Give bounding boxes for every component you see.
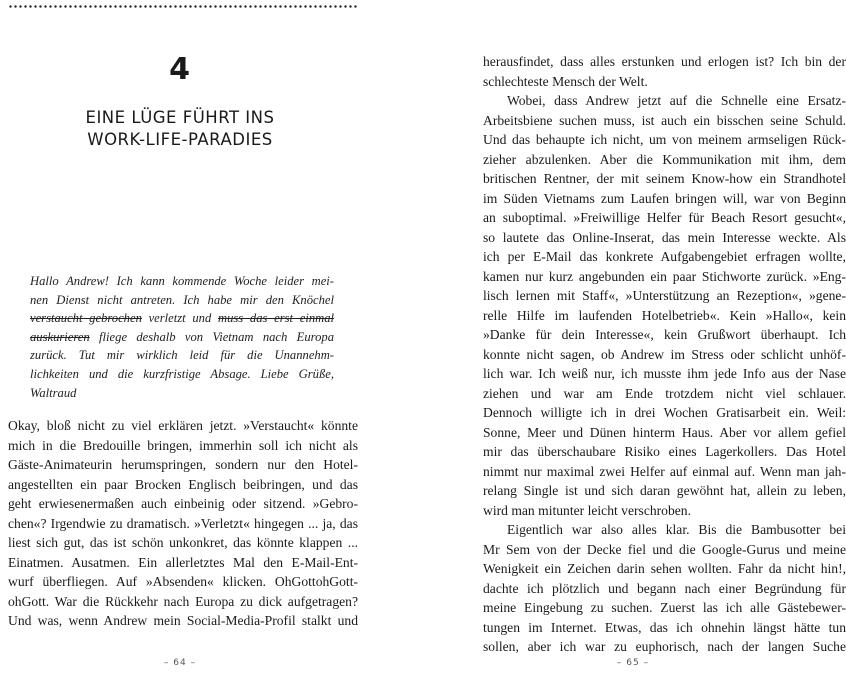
chapter-title-line: EINE LÜGE FÜHRT INS xyxy=(85,108,275,127)
text-line: Wenigkeit ein Zeichen darin sehen wollten. Fahr da nicht hin!, xyxy=(483,561,846,576)
text-line: nimmt nur maximal zwei Helfer auf einmal auf. Wenn man jah- xyxy=(483,463,846,479)
text-line: Einatmen. Ausatmen. Ein allerletztes Mal den E-Mail-Ent- xyxy=(8,554,358,570)
text-line: dachte ich plötzlich und begann nach einer Begründung für xyxy=(483,580,846,596)
text-line: lisch lernen mit Staff«, »Unterstützung an Rezeption«, »gene- xyxy=(483,288,846,303)
text-line: schlechteste Mensch der Welt. xyxy=(483,73,648,89)
text-line: an suboptimal. »Freiwillige Helfer für Beach Resort gesucht«, xyxy=(483,210,846,225)
text-line: sollen, aber ich war zu euphorisch, nach der langen Suche xyxy=(483,639,846,654)
text-line: Mr Sem von der Decke fiel und die Google-Gurus und meine xyxy=(483,541,846,557)
text-line: liest sich gut, das ist schön unkonkret, das könnte klappen ... xyxy=(8,535,358,550)
text-line: wird man mitunter leicht verschroben. xyxy=(483,502,691,518)
letter-line: zurück. Tut mir wirklich leid für die Unannehm- xyxy=(30,348,334,363)
text-line: so lautete das Online-Inserat, das mein Interesse weckte. Als xyxy=(483,229,846,245)
struck-text: auskurieren xyxy=(30,329,90,344)
text-line: herausfindet, dass alles erstunken und erlogen ist? Ich bin der xyxy=(483,54,846,69)
page-number-left: – 64 – xyxy=(163,658,197,668)
text-line: wurf überfliegen. Auf »Absenden« klicken. OhGottohGott- xyxy=(8,574,358,589)
text-line: meine Eingebung zu suchen. Zuerst las ich alle Gästebewer- xyxy=(483,600,846,615)
struck-text: muss das erst einmal xyxy=(218,311,335,326)
text-line: Und was, wenn Andrew mein Social-Media-Profil stalkt und xyxy=(8,613,358,628)
text-line: Sonne, Meer und Dünen hinterm Haus. Aber vor allem gefiel xyxy=(483,424,846,440)
left-body-text xyxy=(8,416,358,631)
text-line: lich war. Ich weiß nur, ich musste ihm jede Info aus der Nase xyxy=(483,366,846,381)
text-line: relle Hilfe im laufenden Hotelbetrieb«. Kein »Hallo«, kein xyxy=(483,307,846,323)
text-line: Dennoch willigte ich in drei Wochen Gratisarbeit ein. Weil: xyxy=(483,405,846,420)
chapter-title xyxy=(0,107,360,151)
page-number-right: – 65 – xyxy=(616,658,650,668)
text-line: »Danke für dein Interesse«, kein Grußwort überhaupt. Ich xyxy=(483,327,846,342)
text-line: zieher abzulenken. Aber die Kommunikation mit ihm, dem xyxy=(483,151,846,167)
text-line: konnte nicht sagen, ob Andrew im Stress oder schlicht unhöf- xyxy=(483,346,846,362)
text-line: ziehen und war am Ende trotzdem nicht viel schlauer. xyxy=(483,385,846,401)
chapter-title-line: WORK-LIFE-PARADIES xyxy=(87,130,273,149)
text-line: kamen nur kurz angebunden ein paar Stichworte zurück. »Eng- xyxy=(483,268,846,284)
text-line: geht erwiesenermaßen auch einbeinig oder sitzend. »Gebro- xyxy=(8,496,358,511)
letter-text: verletzt und xyxy=(141,311,218,326)
text-line: mir das überschaubare Risiko eines Lagerkollers. Das Hotel xyxy=(483,444,846,459)
chapter-number: 4 xyxy=(169,52,191,87)
text-line: ich per E-Mail das konkrete Aufgabengebiet erfragen wollte, xyxy=(483,249,846,264)
letter-line xyxy=(30,309,334,328)
right-body-text xyxy=(483,52,846,657)
text-line: Eigentlich war also alles klar. Bis die Bambusotter bei xyxy=(507,522,846,537)
text-line: Gäste-Animateurin herumspringen, sondern nur den Hotel- xyxy=(8,457,358,472)
text-line: tungen im Internet. Etwas, das ich ohnehin längst hätte tun xyxy=(483,619,846,635)
right-page xyxy=(423,0,846,676)
text-line: mich in die Bredouille bringen, immerhin soll ich nicht als xyxy=(8,437,358,453)
text-line: Arbeitsbiene suchen muss, ist auch ein bisschen seine Schuld. xyxy=(483,112,846,128)
letter-line: nen Dienst nicht antreten. Ich habe mir den Knöchel xyxy=(30,292,334,307)
text-line: Okay, bloß nicht zu viel erklären jetzt. »Verstaucht« könnte xyxy=(8,418,358,433)
letter-line: Waltraud xyxy=(30,385,77,400)
text-line: Wobei, dass Andrew jetzt auf die Schnelle eine Ersatz- xyxy=(507,93,846,108)
text-line: ohGott. War die Rückkehr nach Europa zu dick aufgetragen? xyxy=(8,593,358,609)
letter-line xyxy=(30,328,334,347)
text-line: Und das behaupte ich nicht, um von meinem armseligen Rück- xyxy=(483,132,846,147)
letter-text: fliege deshalb von Vietnam nach Europa xyxy=(89,329,334,344)
struck-text: verstaucht gebrochen xyxy=(30,311,142,326)
text-line: britischen Rentner, der mit seinem Know-how ein Strandhotel xyxy=(483,171,846,186)
text-line: relang Single ist und sich daran gewöhnt hat, allein zu leben, xyxy=(483,483,846,498)
text-line: im Süden Vietnams zum Laufen bringen will, war von Beginn xyxy=(483,190,846,206)
text-line: angestellten ein paar Brocken Englisch beibringen, und das xyxy=(8,476,358,492)
letter-line: Hallo Andrew! Ich kann kommende Woche leider mei- xyxy=(30,274,334,288)
letter-line: lichkeiten und die kurzfristige Absage. Liebe Grüße, xyxy=(30,366,334,381)
email-draft xyxy=(30,272,334,402)
text-line: chen«? Irgendwie zu dramatisch. »Verletzt« hingegen ... ja, das xyxy=(8,515,358,531)
